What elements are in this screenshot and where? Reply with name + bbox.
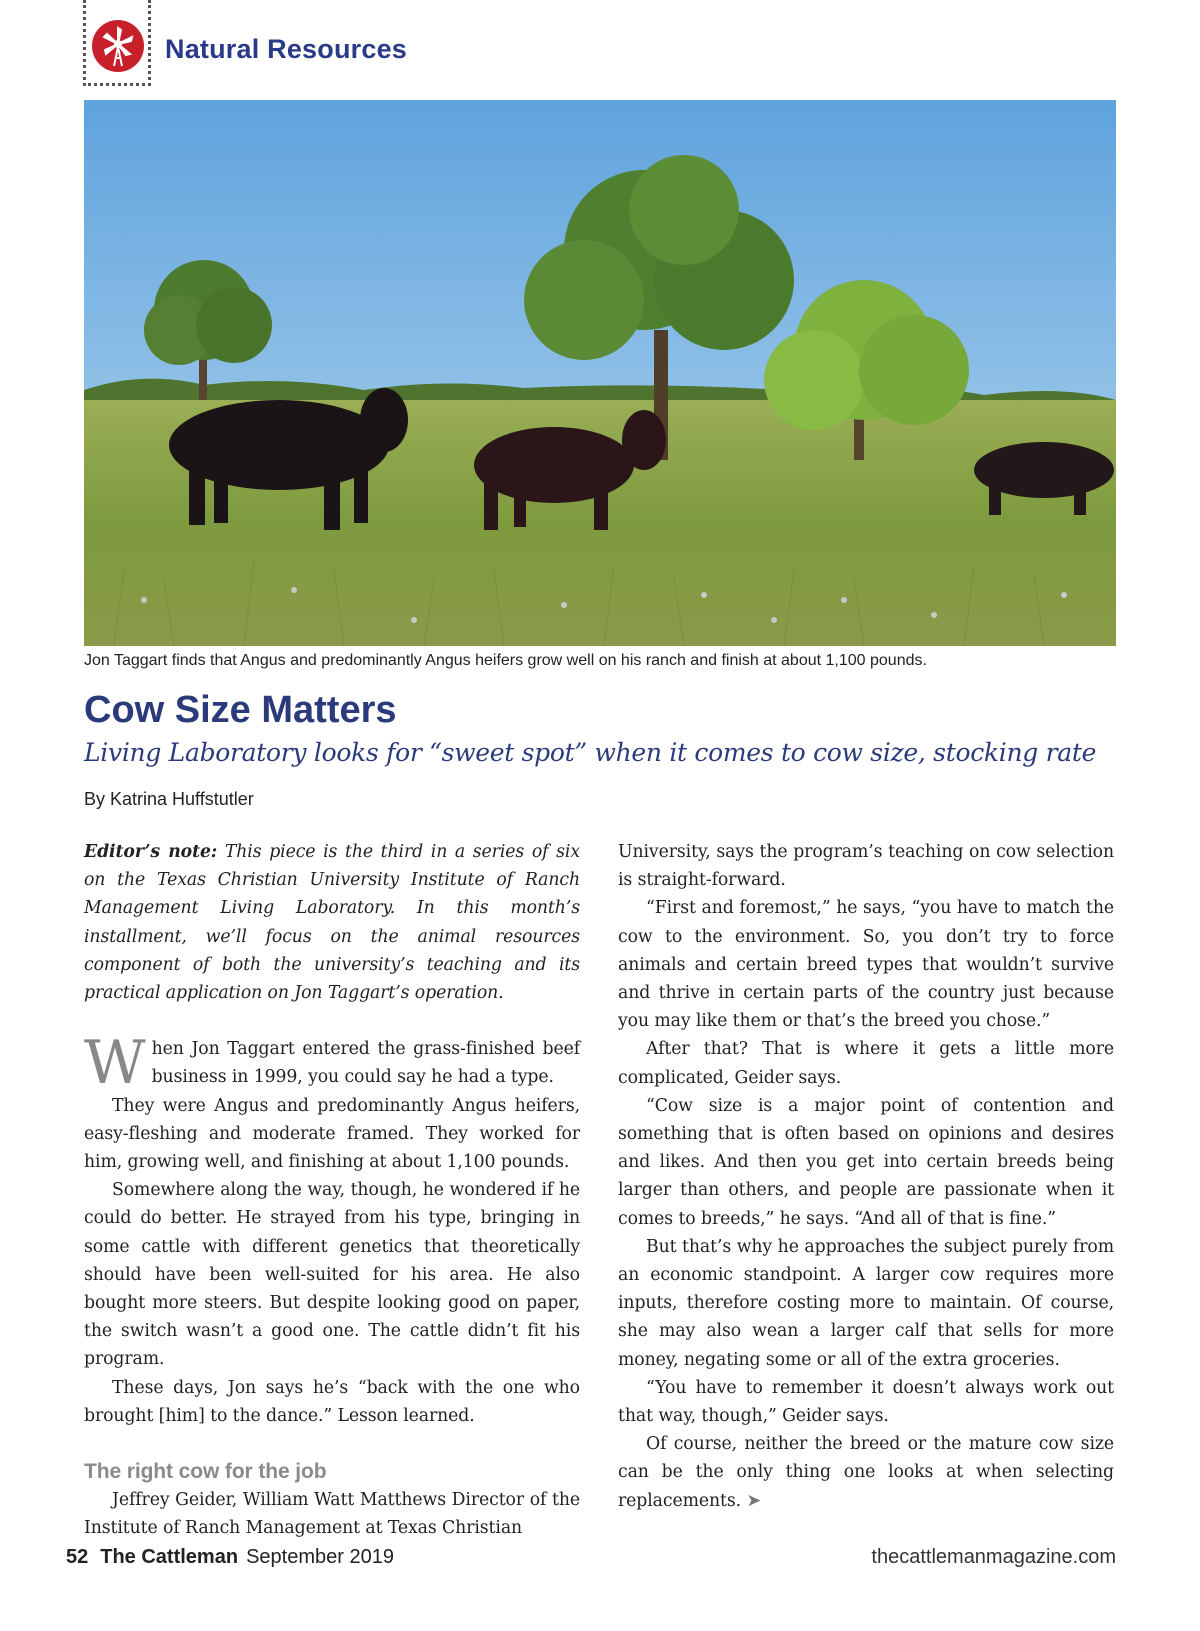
article-headline: Cow Size Matters [84,689,397,731]
article-byline: By Katrina Huffstutler [84,789,254,809]
body-paragraph: Somewhere along the way, though, he wondered if he could do better. He strayed from his type, bringing in some cattle with different genetics that theoretically should have been well-suited for his area. He also bought more steers. But despite looking good on paper, the switch wasn’t a good one. The cattle didn’t fit his program. [84,1180,580,1370]
body-paragraph: University, says the program’s teaching on cow selection is straight-forward. [618,842,1114,891]
body-paragraph: They were Angus and predominantly Angus heifers, easy-fleshing and moderate framed. They worked for him, growing well, and finishing at about 1,100 pounds. [84,1095,580,1173]
body-paragraph: But that’s why he approaches the subject purely from an economic standpoint. A larger cow requires more inputs, therefore costing more to maintain. Of course, she may also wean a larger calf that sells for more money, negating some or all of the extra groceries. [618,1236,1114,1370]
body-paragraph [84,1028,580,1099]
left-column [84,838,580,1542]
body-paragraph: “Cow size is a major point of contention and something that is often based on opinions and desires and likes. And then you get into certain breeds being larger than others, and people are passionate when it comes to breeds,” he says. “And all of that is fine.” [618,1095,1114,1229]
paragraph-text: hen Jon Taggart entered the grass-finished beef business in 1999, you could say he had a type. [151,1039,580,1088]
cattle-photo [84,100,1116,646]
magazine-name: The Cattleman [100,1546,239,1568]
paragraph-text: Of course, neither the breed or the mature cow size can be the only thing one looks at when selecting replacements. [618,1434,1114,1511]
body-paragraph: After that? That is where it gets a little more complicated, Geider says. [618,1039,1114,1088]
editor-note-lead: Editor’s note: [84,842,218,862]
body-paragraph [618,1430,1114,1515]
editor-note [84,838,580,1007]
right-column [618,838,1114,1515]
body-paragraph: “You have to remember it doesn’t always work out that way, though,” Geider says. [618,1377,1114,1427]
section-logo-frame [83,0,151,86]
continue-arrow-icon: ➤ [746,1490,761,1511]
section-subhead: The right cow for the job [84,1460,327,1484]
body-paragraph: “First and foremost,” he says, “you have to match the cow to the environment. So, you don’t try to force animals and certain breed types that wouldn’t survive and thrive in certain parts of the country just because you may like them or that’s the breed you chose.” [618,898,1114,1032]
body-paragraph: Jeffrey Geider, William Watt Matthews Director of the Institute of Ranch Management at Texas Christian [84,1490,580,1539]
editor-note-text: This piece is the third in a series of six on the Texas Christian University Institute of Ranch Management Living Laboratory. In this month’s installment, we’ll focus on the animal resources component of both the university’s teaching and its practical application on Jon Taggart’s operation. [84,842,580,1004]
website-link[interactable]: thecattlemanmagazine.com [871,1546,1116,1568]
drop-cap: W [84,1028,146,1099]
issue-date: September 2019 [246,1546,394,1568]
section-title: Natural Resources [165,34,407,64]
article-deck: Living Laboratory looks for “sweet spot” when it comes to cow size, stocking rate [84,738,1097,767]
page-number: 52 [66,1546,89,1568]
footer-folio [66,1546,394,1569]
windmill-icon [92,20,144,72]
photo-caption: Jon Taggart finds that Angus and predominantly Angus heifers grow well on his ranch and finish at about 1,100 pounds. [84,652,927,669]
body-paragraph: These days, Jon says he’s “back with the one who brought [him] to the dance.” Lesson learned. [84,1377,580,1426]
